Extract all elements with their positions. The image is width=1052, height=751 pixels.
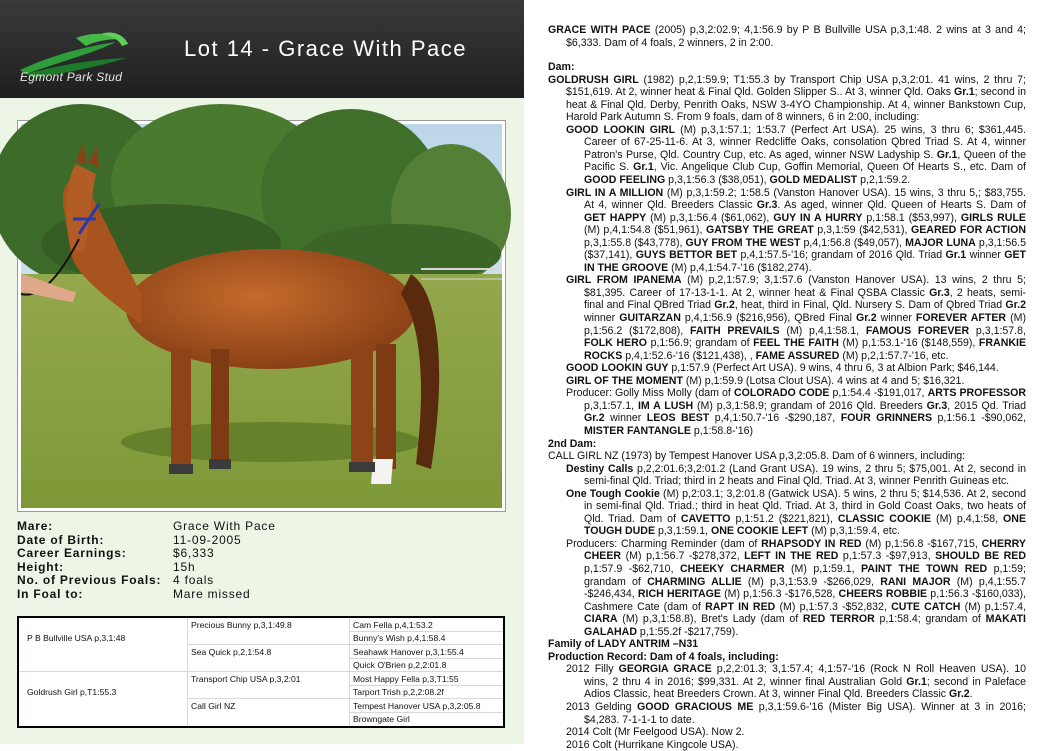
detail-value: 11-09-2005 (173, 532, 242, 547)
record-2013 (548, 701, 1026, 726)
grade: Gr.2 (1005, 299, 1026, 312)
text-run: winner (604, 412, 647, 425)
grade: Gr.3 (926, 399, 948, 412)
record-2012 (548, 663, 1026, 701)
text-run: p,1:51.2 ($221,821), (730, 512, 838, 525)
text-run: p,3,1:59.1, (655, 525, 711, 538)
text-run: p,1:54.4 -$191,017, (829, 387, 928, 400)
grade: Gr.2 (584, 412, 605, 425)
horse-name: CUTE CATCH (891, 600, 961, 613)
text-run: p,4,1:52.6-'16 ($121,438), , (622, 349, 756, 362)
text-run: (M) p,3,1:53.9 -$266,029, (741, 575, 881, 588)
horse-name: GUY IN A HURRY (773, 211, 863, 224)
detail-label: Height: (17, 559, 64, 574)
detail-value: $6,333 (173, 546, 215, 561)
horse-name: RANI MAJOR (880, 575, 951, 588)
grade: Gr.2 (855, 312, 877, 325)
horse-name: FAME ASSURED (755, 349, 840, 362)
detail-row-earnings (17, 547, 507, 561)
text-run: (M) p,4,1:58.1, (779, 324, 866, 337)
pedigree-divider (187, 618, 188, 726)
pedigree-g3: Cam Fella p,4,1:53.2 (353, 620, 433, 630)
mare-name: GRACE WITH PACE (548, 24, 651, 36)
text-run: (1982) p,2,1:59.9; T1:55.3 by Transport Chip USA p,3,2:01. 41 wins, 2 thru 7; $151,619. At 2, winner heat & Final Qld. Golden Slipper S.. At 3, winner Qld. Oaks (566, 73, 1026, 99)
horse-name: ONE TOUGH DUDE (584, 512, 1027, 538)
text-run: (M) p,1:56.3 -$176,528, (720, 588, 839, 601)
destiny-calls-paragraph (548, 463, 1026, 488)
pedigree-dam-dam: Call Girl NZ (191, 701, 236, 711)
text-run: . As aged, winner Qld. Queen of Hearts S. Dam of (777, 199, 1026, 212)
grade: Gr.3 (756, 199, 778, 212)
pedigree-sire: P B Bullville USA p,3,1:48 (27, 633, 126, 643)
text-run: Producers: Charming Reminder (dam of (566, 537, 762, 550)
horse-name: CLASSIC COOKIE (837, 512, 932, 525)
horse-photo (21, 124, 502, 508)
horse-name: CHARMING ALLIE (647, 575, 742, 588)
mare-details (17, 520, 507, 602)
dam-heading: Dam: (548, 61, 575, 74)
text-run: p,1:58.8-'16) (690, 424, 754, 437)
text-run: p,1:57.9 (Perfect Art USA). 9 wins, 4 thru 6, 3 at Albion Park; $46,144. (668, 362, 999, 375)
record-2016: 2016 Colt (Hurrikane Kingcole USA). (566, 738, 739, 751)
horse-name: MAKATI GALAHAD (584, 613, 1026, 638)
text-run: (M) p,3,1:58.9; grandam of 2016 Qld. Breeders (693, 399, 927, 412)
detail-row-height (17, 561, 507, 575)
detail-label: In Foal to: (17, 586, 84, 601)
brand-name: Egmont Park Stud (20, 70, 123, 84)
text-run: (M) p,1:59.1, (784, 562, 862, 575)
horse-name: LEOS BEST (646, 412, 710, 425)
detail-value: 4 foals (173, 573, 214, 588)
text-run: p,1:59; grandam of (584, 562, 1026, 588)
pedigree-divider (187, 698, 503, 699)
one-tough-cookie-paragraph (548, 488, 1026, 538)
text-run: p,2,2:01.3; 3,1:57.4; 4,1:57-'16 (Rock N Roll Heaven USA). 10 wins, 2 thru 4 in 2016; $99,331. At 2, winner final Australian Gold (584, 663, 1026, 688)
text-run: p,3,1:57.8, (969, 324, 1026, 337)
horse-name: GUY FROM THE WEST (685, 236, 801, 249)
horse-name: RICH HERITAGE (637, 588, 721, 601)
horse-name: PAINT THE TOWN RED (861, 562, 988, 575)
text-run: , 2 heats, semi-final and Final QBred Triad (584, 286, 1026, 312)
horse-name: FOLK HERO (584, 337, 648, 350)
horse-name: MISTER FANTANGLE (584, 424, 691, 437)
text-run: (M) p,4,1:55.7 -$246,434, (584, 575, 1026, 601)
text-run: , Vic. Angelique Club Cup, Goffin Memorial, Queen Of Hearts S., etc. Dam of (653, 161, 1026, 174)
horse-name: CHEEKY CHARMER (679, 562, 785, 575)
grade: Gr.1 (945, 249, 967, 262)
horse-name: IM A LUSH (637, 399, 694, 412)
text-run: p,3,1:56.3 ($38,051), (665, 174, 770, 187)
family-line: Family of LADY ANTRIM –N31 (548, 638, 699, 651)
horse-name: FOREVER AFTER (915, 312, 1007, 325)
text-run: (M) p,1:59.9 (Lotsa Clout USA). 4 wins at 4 and 5; $16,321. (682, 374, 965, 387)
text-run: (M) p,3,1:56.4 ($61,062), (646, 211, 774, 224)
detail-label: Career Earnings: (17, 546, 127, 561)
left-panel (0, 0, 524, 744)
horse-name: GOOD LOOKIN GIRL (566, 123, 676, 136)
detail-label: Date of Birth: (17, 532, 105, 547)
horse-name: GET HAPPY (584, 211, 647, 224)
text-run: (M) p,3,1:59.2; 1:58.5 (Vanston Hanover USA). 15 wins, 3 thru 5,; $83,755. At 4, winner Qld. Breeders Classic (584, 186, 1026, 212)
horse-name: GOOD GRACIOUS ME (637, 700, 754, 713)
text-run: , 2015 Qd. Triad (947, 399, 1026, 412)
text-run: p,1:58.4; grandam of (874, 613, 986, 626)
text-run: p,1:56.9; grandam of (647, 337, 754, 350)
detail-value: Mare missed (173, 586, 251, 601)
pedigree-dam: Goldrush Girl p,T1:55.3 (27, 687, 117, 697)
text-run: p,3,1:59.6-'16 (Mister Big USA). Winner at 3 in 2016; $4,283. 7-1-1-1 to date. (584, 700, 1026, 726)
text-run: (M) p,2:03.1; 3,2:01.8 (Gatwick USA). 5 wins, 2 thru 5; $14,536. At 2, second in semi-final Qld. Triad.; third in heat Qld. Triad. At 3, third in Gold Coast Oaks, two heats of Qld. Triad. Dam of (584, 487, 1026, 525)
grade: Gr.1 (936, 148, 958, 161)
producer-paragraph (548, 387, 1026, 437)
text-run: p,1:55.2f -$217,759). (636, 625, 739, 638)
second-dam-heading: 2nd Dam: (548, 437, 597, 450)
text-run: ; second in Paleface Adios Classic, heat Breeders Crown. At 3, winner Final Qld. Breeders Classic (584, 675, 1026, 701)
text-run: 2012 Filly (566, 663, 619, 676)
lot-title: Lot 14 - Grace With Pace (184, 36, 467, 61)
horse-name: LEFT IN THE RED (744, 550, 839, 563)
pedigree-g3: Browngate Girl (353, 714, 410, 724)
horse-name: GIRLS RULE (960, 211, 1026, 224)
text-run: (M) p,1:56.2 ($172,808), (584, 312, 1027, 337)
text-run: p,2,2:01.6;3,2:01.2 (Land Grant USA). 19 wins, 2 thru 5; $75,001. At 2, second in semi-final Qld. Triad; third in 2 heats and Final Qld. Triad. At 3, winner Penrith Guineas etc. (584, 462, 1026, 488)
detail-value: 15h (173, 559, 196, 574)
horse-name: RED TERROR (802, 613, 875, 626)
pedigree-dam-sire: Transport Chip USA p,3,2:01 (191, 674, 301, 684)
horse-name: GOOD LOOKIN GUY (566, 362, 669, 375)
text-run: p,3,1:57.1, (584, 399, 638, 412)
grade: Gr.1 (906, 675, 927, 688)
horse-name: GET IN THE GROOVE (584, 249, 1026, 274)
horse-name: GUITARZAN (619, 312, 681, 325)
horse-name: GATSBY THE GREAT (705, 224, 814, 237)
horse-name: GOLD MEDALIST (769, 174, 858, 187)
text-run: (M) p,4,1:54.7-'16 ($182,274). (668, 261, 812, 274)
pedigree-divider (349, 618, 350, 726)
catalogue-text (548, 24, 1026, 751)
detail-value: Grace With Pace (173, 519, 276, 533)
text-run: (M) p,2,1:57.9; 3,1:57.6 (Vanston Hanover USA). 13 wins, 2 thru 5; $81,395. Career of 17-13-1-1. At 2, winner heat & Final QSBA Classic (584, 274, 1026, 299)
grade: Gr.3 (929, 286, 950, 299)
horse-name: GIRL OF THE MOMENT (566, 374, 683, 387)
text-run: p,2,1:59.2. (857, 174, 911, 187)
production-record-heading: Production Record: Dam of 4 foals, including: (548, 650, 779, 663)
horse-name: CHEERS ROBBIE (838, 588, 928, 601)
text-run: (M) p,2,1:57.7-'16, etc. (839, 349, 949, 362)
pedigree-g3: Seahawk Hanover p,3,1:55.4 (353, 647, 464, 657)
detail-row-mare (17, 520, 507, 534)
text-run: Producer: Golly Miss Molly (dam of (566, 387, 734, 400)
text-run: (M) p,1:57.3 -$52,832, (775, 600, 892, 613)
detail-label: Mare: (17, 519, 54, 533)
pedigree-g3: Tempest Hanover USA p,3,2:05.8 (353, 701, 481, 711)
text-run: (M) p,1:56.8 -$167,715, (861, 537, 982, 550)
horse-name: MAJOR LUNA (905, 236, 976, 249)
grade: Gr.2 (714, 299, 735, 312)
text-run: winner (966, 249, 1005, 262)
horse-name: FAMOUS FOREVER (865, 324, 970, 337)
girl-from-ipanema-paragraph (548, 274, 1026, 362)
pedigree-table (17, 616, 505, 728)
horse-name: GOLDRUSH GIRL (548, 73, 639, 86)
text-run: p,4,1:57.5-'16; grandam of 2016 Qld. Triad (737, 249, 946, 262)
text-run: winner (876, 312, 916, 325)
horse-name: One Tough Cookie (566, 487, 660, 500)
text-run: p,1:58.1 ($53,997), (862, 211, 961, 224)
record-2014: 2014 Colt (Mr Feelgood USA). Now 2. (566, 726, 745, 739)
text-run: p,1:57.3 -$97,913, (838, 550, 936, 563)
text-run: (M) p,3,1:57.1; 1:53.7 (Perfect Art USA). 25 wins, 3 thru 6; $361,445. Career of 67-25-11-6. At 3, winner Redcliffe Oaks, consolation Qbred Triad S. At 4, winner Patron's Purse, Qld. Country Cup, etc. As aged, winner NSW Ladyship S. (584, 123, 1026, 161)
pedigree-sire-sire: Precious Bunny p,3,1:49.8 (191, 620, 292, 630)
horse-name: GUYS BETTOR BET (635, 249, 738, 262)
pedigree-divider (19, 671, 503, 672)
horse-name: RHAPSODY IN RED (761, 537, 862, 550)
text-run: winner (584, 312, 620, 325)
horse-name: FEEL THE FAITH (753, 337, 839, 350)
header-bar (0, 0, 524, 98)
pedigree-divider (187, 644, 503, 645)
horse-name: CHERRY CHEER (584, 537, 1026, 563)
horse-photo-frame (17, 120, 506, 512)
pedigree-g3: Quick O'Brien p,2,2:01.8 (353, 660, 447, 670)
pedigree-sire-dam: Sea Quick p,2,1:54.8 (191, 647, 272, 657)
intro-paragraph (548, 24, 1026, 49)
good-lookin-guy-paragraph (548, 362, 1026, 375)
detail-label: No. of Previous Foals: (17, 573, 162, 588)
text-run: p,4,1:50.7-'16 -$290,187, (709, 412, 841, 425)
detail-row-in-foal (17, 588, 507, 602)
horse-name: GIRL FROM IPANEMA (566, 274, 682, 287)
grade: Gr.1 (954, 86, 975, 99)
horse-name: FRANKIE ROCKS (584, 337, 1027, 362)
horse-name: CIARA (584, 613, 618, 626)
text-run: p,3,1:59 ($42,531), (813, 224, 911, 237)
pedigree-g3: Bunny's Wish p,4,1:58.4 (353, 633, 446, 643)
horse-name: GOOD FEELING (584, 174, 666, 187)
horse-name: COLORADO CODE (733, 387, 830, 400)
text-run: p,1:57.9 -$62,710, (584, 562, 680, 575)
text-run: , Queen of the Pacific S. (584, 148, 1026, 174)
call-girl-paragraph: CALL GIRL NZ (1973) by Tempest Hanover USA p,3,2:05.8. Dam of 6 winners, including: (548, 450, 966, 463)
text-run: (M) p,3,1:58.8), Bret's Lady (dam of (617, 613, 803, 626)
text-run: (M) p,3,1:59.4, etc. (808, 525, 900, 538)
text-run: . (969, 688, 973, 701)
text-run: p,1:56.3 -$160,033), Cashmere Cate (dam of (584, 588, 1026, 613)
detail-row-dob (17, 534, 507, 548)
text-run: (M) p,1:53.1-'16 ($148,559), (838, 337, 979, 350)
text-run: (2005) p,3,2:02.9; 4,1:56.9 by P B Bullville USA p,3,1:48. 2 wins at 3 and 4; $6,333. Dam of 4 foals, 2 winners, 2 in 2:00. (566, 24, 1027, 49)
text-run: (M) p,1:57.4, (960, 600, 1026, 613)
producers-paragraph (548, 538, 1026, 638)
horse-name: GEORGIA GRACE (618, 663, 712, 676)
horse-name: FOUR GRINNERS (840, 412, 933, 425)
good-lookin-girl-paragraph (548, 124, 1026, 187)
text-run: (M) p,4,1:58, (931, 512, 1004, 525)
grade: Gr.2 (949, 688, 970, 701)
horse-name: FAITH PREVAILS (690, 324, 780, 337)
detail-row-foals (17, 574, 507, 588)
text-run: p,4,1:56.9 ($216,956), QBred Final (680, 312, 856, 325)
goldrush-girl-paragraph (548, 74, 1026, 124)
text-run: p,3,1:55.8 ($43,778), (584, 236, 686, 249)
text-run: p,4,1:56.8 ($49,057), (800, 236, 906, 249)
horse-name: GEARED FOR ACTION (910, 224, 1026, 237)
horse-name: SHOULD BE RED (935, 550, 1026, 563)
horse-name: ONE COOKIE LEFT (711, 525, 809, 538)
girl-of-the-moment-paragraph (548, 375, 1026, 388)
text-run: p,1:56.1 -$90,062, (932, 412, 1027, 425)
girl-in-a-million-paragraph (548, 187, 1026, 275)
horse-name: CAVETTO (680, 512, 731, 525)
text-run: , heat, third in Final, Qld. Nursery S. Dam of Qbred Triad (734, 299, 1006, 312)
text-run: 2013 Gelding (566, 700, 638, 713)
horse-name: Destiny Calls (566, 462, 634, 475)
text-run: p,3,1:56.5 ($37,141), (584, 236, 1026, 262)
grade: Gr.1 (633, 161, 654, 174)
horse-name: ARTS PROFESSOR (927, 387, 1026, 400)
text-run: (M) p,4,1:54.8 ($51,961), (584, 224, 706, 237)
text-run: ; second in heat & Final Qld. Derby, Penrith Oaks, NSW 3-4YO Championship. At 4, winner Bankstown Cup, Harold Park Autumn S. From 9 foals, dam of 8 winners, 6 in 2:00, including: (566, 86, 1026, 124)
pedigree-g3: Most Happy Fella p,3,T1:55 (353, 674, 459, 684)
horse-name: GIRL IN A MILLION (566, 186, 664, 199)
pedigree-g3: Tarport Trish p,2,2:08.2f (353, 687, 444, 697)
horse-name: RAPT IN RED (705, 600, 776, 613)
text-run: (M) p,1:56.7 -$278,372, (621, 550, 745, 563)
